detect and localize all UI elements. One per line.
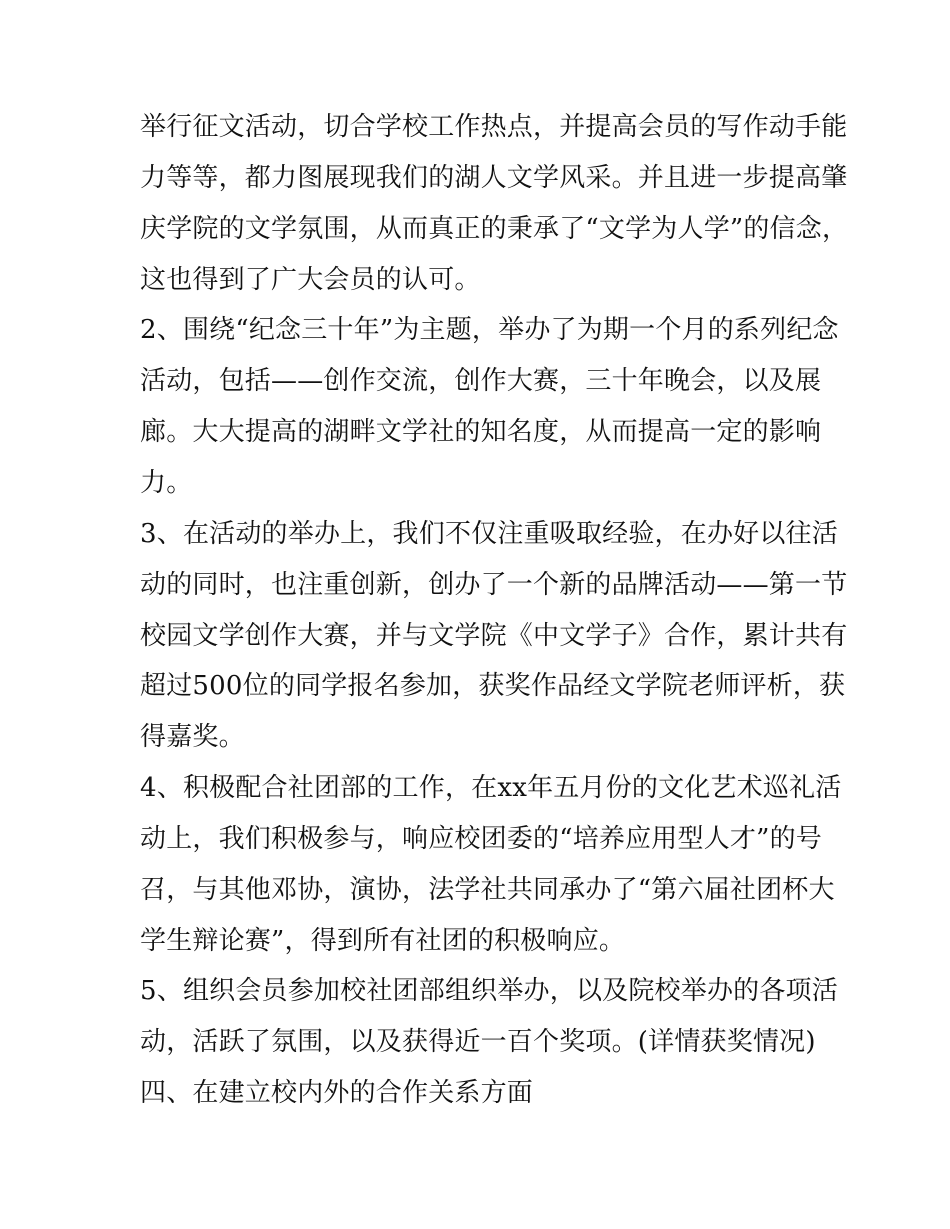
text-line: 学生辩论赛”，得到所有社团的积极响应。 — [140, 925, 626, 956]
text-line: 庆学院的文学氛围，从而真正的秉承了“文学为人学”的信念， — [140, 213, 849, 244]
text-line: 动的同时，也注重创新，创办了一个新的品牌活动——第一节 — [140, 569, 848, 600]
text-line: 4、积极配合社团部的工作，在xx年五月份的文化艺术巡礼活 — [140, 773, 842, 804]
text-line: 动上，我们积极参与，响应校团委的“培养应用型人才”的号 — [140, 823, 822, 854]
text-line: 动，活跃了氛围，以及获得近一百个奖项。(详情获奖情况) — [140, 1027, 816, 1058]
text-line: 力等等，都力图展现我们的湖人文学风采。并且进一步提高肇 — [140, 162, 848, 193]
text-line: 廊。大大提高的湖畔文学社的知名度，从而提高一定的影响 — [140, 417, 822, 448]
text-line: 超过500位的同学报名参加，获奖作品经文学院老师评析，获 — [140, 671, 846, 702]
text-line: 召，与其他邓协，演协，法学社共同承办了“第六届社团杯大 — [140, 874, 835, 905]
text-line: 校园文学创作大赛，并与文学院《中文学子》合作，累计共有 — [140, 620, 848, 651]
text-line: 3、在活动的举办上，我们不仅注重吸取经验，在办好以往活 — [140, 518, 838, 549]
text-line: 举行征文活动，切合学校工作热点，并提高会员的写作动手能 — [140, 112, 848, 142]
text-line: 四、在建立校内外的合作关系方面 — [140, 1078, 534, 1109]
text-line: 2、围绕“纪念三十年”为主题，举办了为期一个月的系列纪念 — [140, 315, 839, 346]
text-line: 得嘉奖。 — [140, 722, 245, 753]
text-line: 力。 — [140, 467, 193, 498]
text-line: 活动，包括——创作交流，创作大赛，三十年晚会，以及展 — [140, 366, 822, 397]
text-line: 5、组织会员参加校社团部组织举办，以及院校举办的各项活 — [140, 976, 838, 1007]
text-line: 这也得到了广大会员的认可。 — [140, 264, 481, 295]
